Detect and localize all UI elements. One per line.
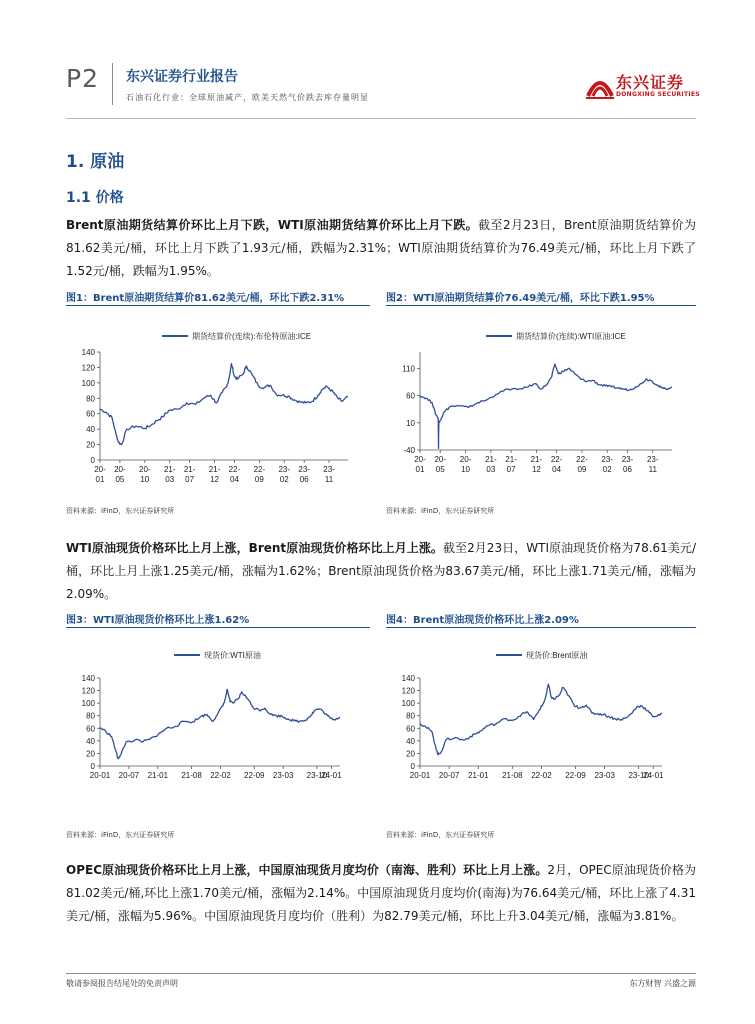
x-tick-label: 02 [279,475,289,484]
y-tick-label: 20 [406,749,415,759]
x-tick-label: 07 [506,465,516,474]
x-tick-label: 22- [228,465,241,474]
company-logo-icon [584,66,616,102]
x-tick-label: 20- [459,455,472,464]
report-subtitle: 石油石化行业：全球原油减产，欧美天然气价跌去库存量明显 [126,93,369,102]
y-tick-label: 0 [90,762,95,771]
figure-3-chart [66,640,370,790]
x-tick-label: 22- [253,465,266,474]
x-tick-label: 24-01 [321,771,342,780]
y-tick-label: 140 [401,674,415,683]
logo-text: 东兴证券 [616,73,685,92]
series-line [100,689,340,758]
x-tick-label: 04 [552,465,562,474]
x-tick-label: 20- [94,465,106,474]
x-tick-label: 03 [486,465,496,474]
x-tick-label: 21-01 [147,771,169,780]
x-tick-label: 05 [435,465,445,474]
x-tick-label: 21- [163,465,176,474]
x-tick-label: 22-02 [210,771,231,780]
x-tick-label: 20-07 [438,771,460,780]
x-tick-label: 21-01 [468,771,489,780]
x-tick-label: 12 [531,465,541,474]
x-tick-label: 22- [576,455,588,464]
y-tick-label: 100 [401,699,415,709]
x-tick-label: 20-01 [89,771,111,780]
paragraph-body: 截至2月23日，WTI原油现货价格为78.61美元/桶，环比上月上涨1.25美元/桶，涨幅为1.62%；Brent原油现货价格为83.67美元/桶，环比上涨1.71美元/桶，涨幅为2.09%。 [66,541,696,601]
x-tick-label: 23-10 [306,771,328,780]
figure-3-caption: 图3：WTI原油现货价格环比上涨1.62% [66,615,250,626]
x-tick-label: 23- [298,465,310,474]
figure-4-caption-rule [386,627,696,628]
y-tick-label: 60 [406,724,415,734]
y-tick-label: 20 [86,749,95,759]
y-tick-label: 80 [86,711,95,721]
x-tick-label: 23- [646,455,659,464]
footer-rule [66,973,696,974]
x-tick-label: 11 [648,465,657,474]
x-tick-label: 21- [530,455,543,464]
x-tick-label: 03 [165,475,175,484]
y-tick-label: 120 [81,363,95,373]
subsection-heading: 1.1 价格 [66,190,124,206]
x-tick-label: 22-09 [244,771,265,780]
paragraph-spot [66,537,696,606]
y-tick-label: 80 [406,711,415,721]
figure-2-source: 资料来源：iFinD，东兴证券研究所 [386,507,495,515]
legend-label: 期货结算价(连续):WTI原油:ICE [516,332,626,341]
x-tick-label: 02 [602,465,612,474]
figure-3-source: 资料来源：iFinD，东兴证券研究所 [66,831,175,839]
figure-1-chart [66,318,370,486]
x-tick-label: 04 [230,475,239,484]
x-tick-label: 21- [485,455,497,464]
header-rule [66,118,696,119]
x-tick-label: 01 [95,475,105,484]
y-tick-label: 60 [406,391,415,401]
y-tick-label: -40 [403,446,415,455]
section-heading: 1. 原油 [66,152,125,172]
x-tick-label: 23-03 [272,771,294,780]
y-tick-label: 140 [81,348,95,357]
y-tick-label: 140 [81,674,95,683]
x-tick-label: 06 [623,465,632,474]
x-tick-label: 21- [505,455,517,464]
x-tick-label: 09 [577,465,587,474]
y-tick-label: 120 [81,686,95,696]
x-tick-label: 21- [208,465,221,474]
footer-disclaimer-note: 敬请参阅报告结尾处的免责声明 [66,979,178,988]
paragraph-lead: WTI原油现货价格环比上月上涨，Brent原油现货价格环比上月上涨。 [66,541,443,555]
paragraph-body: 截至2月23日，Brent原油期货结算价为81.62美元/桶，环比上月下跌了1.93元/桶，跌幅为2.31%；WTI原油期货结算价为76.49美元/桶，环比上月下跌了1.52元/桶，跌幅为1.95%。 [66,218,696,278]
x-tick-label: 20- [139,465,151,474]
paragraph-body: 2月，OPEC原油现货价格为81.02美元/桶,环比上涨1.70美元/桶，涨幅为2.14%。中国原油现货月度均价(南海)为76.64美元/桶，环比上涨了4.31美元/桶，涨幅为5.96%。中国原油现货月度均价（胜利）为82.79美元/桶，环比上升3.04美元/桶，涨幅为3.81%。 [66,863,696,923]
logo-english-text: DONGXING SECURITIES [616,91,700,98]
figure-1-caption: 图1：Brent原油期货结算价81.62美元/桶，环比下跌2.31% [66,293,345,304]
legend-label: 期货结算价(连续):布伦特原油:ICE [192,332,312,341]
y-tick-label: 100 [81,699,95,709]
x-tick-label: 12 [210,475,220,484]
figure-4-caption: 图4：Brent原油现货价格环比上涨2.09% [386,615,579,626]
x-tick-label: 01 [415,465,425,474]
paragraph-opec-china [66,859,696,928]
y-tick-label: 60 [86,724,95,734]
series-line [100,364,348,445]
x-tick-label: 24-01 [643,771,664,780]
x-tick-label: 20-01 [409,771,431,780]
x-tick-label: 20-07 [118,771,140,780]
x-tick-label: 23-03 [594,771,615,780]
x-tick-label: 09 [254,475,264,484]
footer-slogan: 东方财智 兴盛之源 [629,979,696,988]
y-tick-label: 40 [86,736,95,746]
y-tick-label: 110 [402,364,415,374]
report-title: 东兴证券行业报告 [126,69,238,85]
x-tick-label: 23- [621,455,634,464]
figure-2-caption: 图2：WTI原油期货结算价76.49美元/桶，环比下跌1.95% [386,293,655,304]
x-tick-label: 06 [299,475,309,484]
legend-label: 现货价:WTI原油 [204,651,261,660]
y-tick-label: 10 [406,418,415,428]
figure-2-chart [386,318,696,486]
y-tick-label: 40 [406,736,415,746]
x-tick-label: 10 [140,475,150,484]
page-number: P2 [66,64,99,93]
x-tick-label: 23-10 [628,771,649,780]
y-tick-label: 0 [90,456,95,465]
header-divider [112,63,113,105]
figure-4-source: 资料来源：iFinD，东兴证券研究所 [386,831,495,839]
figure-1-source: 资料来源：iFinD，东兴证券研究所 [66,507,175,515]
x-tick-label: 21- [183,465,196,474]
x-tick-label: 20- [114,465,126,474]
y-tick-label: 20 [86,440,95,450]
y-tick-label: 120 [401,686,415,696]
paragraph-lead: OPEC原油现货价格环比上月上涨，中国原油现货月度均价（南海、胜利）环比上月上涨。 [66,863,548,877]
x-tick-label: 07 [185,475,195,484]
x-tick-label: 11 [324,475,334,484]
x-tick-label: 21-08 [181,771,202,780]
y-tick-label: 80 [86,394,95,404]
x-tick-label: 20- [434,455,447,464]
x-tick-label: 22- [550,455,563,464]
series-line [420,364,672,448]
x-tick-label: 21-08 [502,771,523,780]
x-tick-label: 22-02 [531,771,552,780]
paragraph-futures [66,214,696,283]
figure-1-caption-rule [66,305,370,306]
paragraph-lead: Brent原油期货结算价环比上月下跌，WTI原油期货结算价环比上月下跌。 [66,218,479,232]
x-tick-label: 20- [414,455,426,464]
x-tick-label: 10 [461,465,470,474]
x-tick-label: 22-09 [565,771,586,780]
x-tick-label: 23- [278,465,291,474]
figure-2-caption-rule [386,305,696,306]
figure-4-chart [386,640,696,790]
x-tick-label: 05 [115,475,125,484]
x-tick-label: 23- [601,455,613,464]
figure-3-caption-rule [66,627,370,628]
legend-label: 现货价:Brent原油 [526,651,588,660]
x-tick-label: 23- [323,465,335,474]
y-tick-label: 0 [410,762,415,771]
y-tick-label: 60 [86,409,95,419]
series-line [420,684,662,754]
y-tick-label: 40 [86,425,95,435]
y-tick-label: 100 [81,378,95,388]
